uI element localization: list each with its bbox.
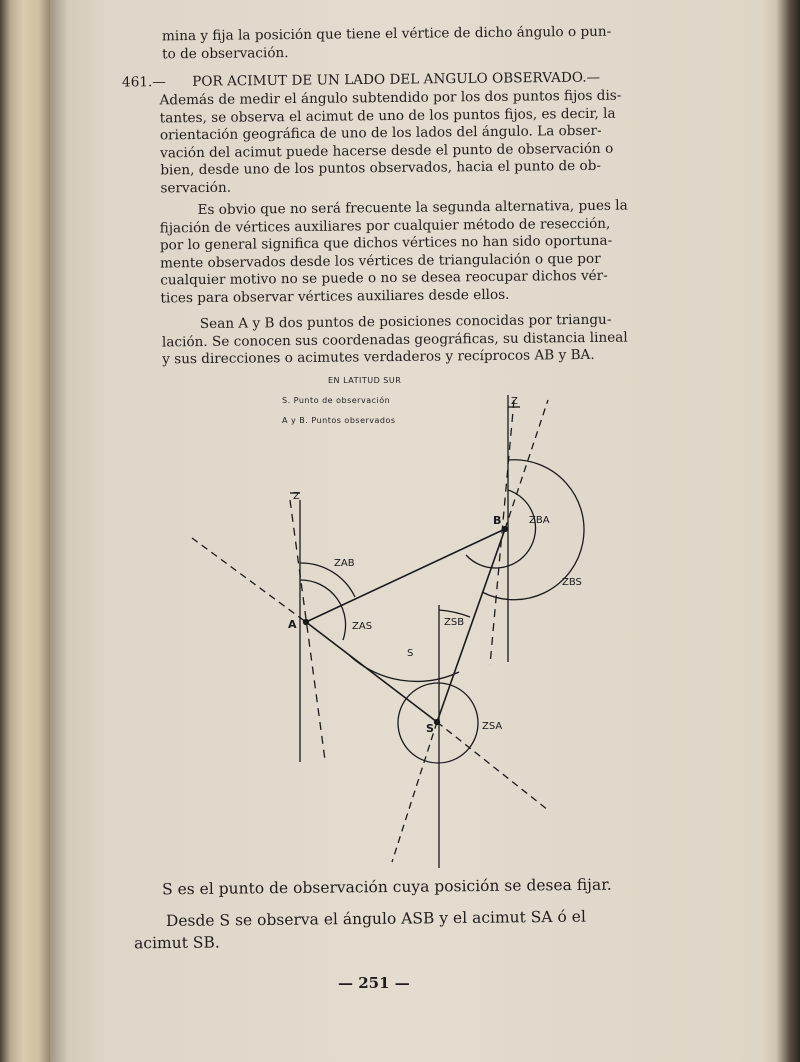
extension-as bbox=[192, 538, 306, 622]
section-title: POR ACIMUT DE UN LADO DEL ANGULO OBSERVADO.— bbox=[192, 69, 601, 90]
closing-paragraph bbox=[134, 906, 586, 955]
point-b-mark bbox=[503, 527, 508, 532]
arc-zsb bbox=[439, 610, 470, 617]
side-ab bbox=[306, 529, 505, 622]
text-line: bien, desde uno de los puntos observados, hacia el punto de ob- bbox=[160, 158, 602, 179]
angle-zas-label: ZAS bbox=[352, 621, 373, 632]
z-right-label: Z bbox=[511, 396, 518, 407]
arc-zba bbox=[466, 490, 536, 568]
point-a-label: A bbox=[288, 618, 297, 631]
text-line: mente observados desde los vértices de triangulación o que por bbox=[160, 250, 601, 272]
text-line: tices para observar vértices auxiliares desde ellos. bbox=[160, 286, 510, 307]
text-line: y sus direcciones o acimutes verdaderos y recíprocos AB y BA. bbox=[162, 347, 595, 368]
text-line: to de observación. bbox=[162, 44, 289, 62]
page-number: — 251 — bbox=[338, 974, 410, 992]
point-b-label: B bbox=[493, 514, 502, 527]
extension-sa bbox=[437, 722, 548, 810]
text-line: acimut SB. bbox=[134, 933, 220, 953]
z-left-label: Z bbox=[293, 491, 300, 502]
angle-zba-label: ZBA bbox=[529, 515, 550, 526]
figure-legend-ab: A y B. Puntos observados bbox=[282, 416, 396, 425]
text-line: vación del acimut puede hacerse desde el punto de observación o bbox=[160, 140, 614, 162]
angle-zab-label: ZAB bbox=[334, 558, 355, 569]
arc-zas bbox=[300, 580, 346, 640]
point-a-mark bbox=[304, 620, 309, 625]
text-line: Además de medir el ángulo subtendido por los dos puntos fijos dis- bbox=[159, 87, 622, 109]
angle-s-label: S bbox=[407, 648, 414, 659]
text-line: cualquier motivo no se puede o no se desea reocupar dichos vér- bbox=[160, 268, 608, 289]
true-north-b bbox=[490, 400, 514, 665]
angle-zbs-label: ZBS bbox=[562, 577, 582, 588]
angle-zsb-label: ZSB bbox=[444, 617, 465, 628]
point-s-label: S bbox=[426, 722, 434, 735]
extension-sb bbox=[392, 722, 437, 862]
extension-bs bbox=[505, 400, 548, 529]
angle-zsa-label: ZSA bbox=[482, 721, 503, 732]
text-line: tantes, se observa el acimut de uno de los puntos fijos, es decir, la bbox=[159, 105, 616, 127]
text-line: por lo general significa que dichos vértices no han sido oportuna- bbox=[159, 232, 613, 254]
text-line: fijación de vértices auxiliares por cualquier método de resección, bbox=[159, 215, 611, 237]
side-as bbox=[306, 622, 437, 722]
text-line: mina y fija la posición que tiene el vértice de dicho ángulo o pun- bbox=[161, 23, 612, 45]
point-s-mark bbox=[435, 720, 440, 725]
section-number: 461.— bbox=[121, 74, 166, 91]
text-line: lación. Se conocen sus coordenadas geográficas, su distancia lineal bbox=[161, 329, 628, 351]
text-line: servación. bbox=[160, 179, 232, 197]
closing-line-1: S es el punto de observación cuya posición se desea fijar. bbox=[161, 875, 612, 899]
text-line: Sean A y B dos puntos de posiciones conocidas por triangu- bbox=[199, 311, 612, 333]
figure-legend-title: EN LATITUD SUR bbox=[328, 376, 402, 385]
text-line: orientación geográfica de uno de los lados del ángulo. La obser- bbox=[159, 122, 602, 144]
figure-legend-s: S. Punto de observación bbox=[282, 396, 391, 405]
text-line: Es obvio que no será frecuente la segunda alternativa, pues la bbox=[197, 197, 628, 219]
text-line: Desde S se observa el ángulo ASB y el acimut SA ó el bbox=[165, 907, 586, 931]
